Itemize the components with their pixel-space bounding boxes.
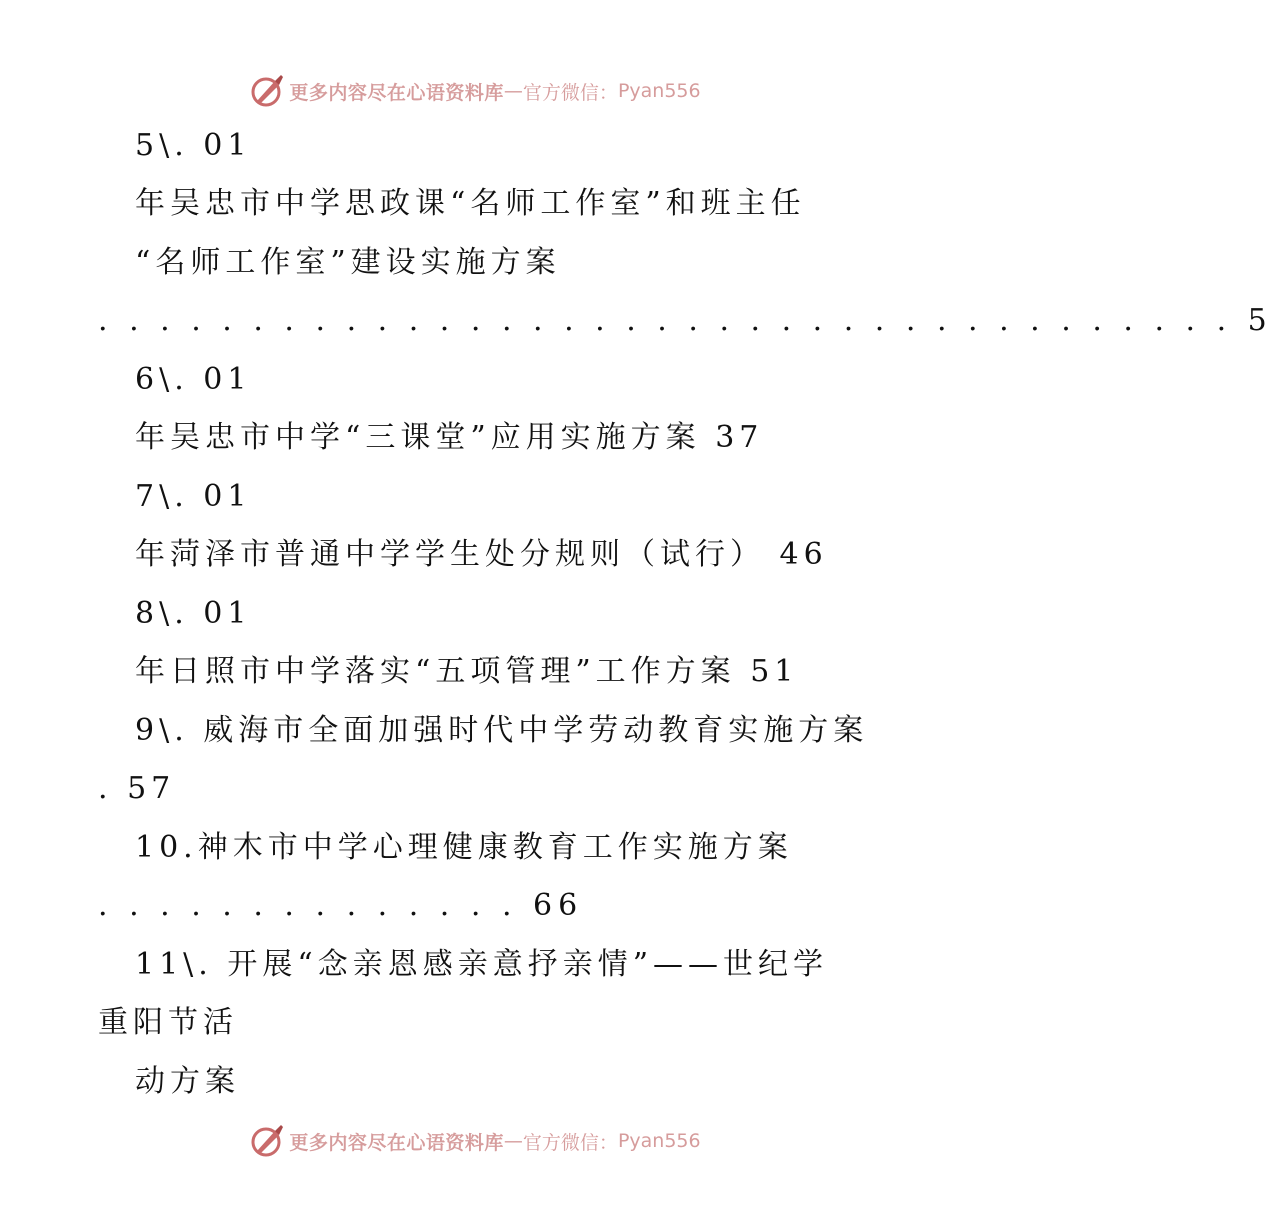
toc-leader-line: . . . . . . . . . . . . . . 66: [98, 888, 584, 923]
toc-line: 重阳节活: [98, 1005, 238, 1040]
watermark-dash: —: [503, 80, 523, 102]
toc-line: 11\. 开展“念亲恩感亲意抒亲情”——世纪学: [135, 947, 829, 982]
toc-line: 8\. 01: [135, 596, 252, 631]
toc-line: 6\. 01: [135, 362, 252, 397]
toc-line: 年吴忠市中学“三课堂”应用实施方案 37: [135, 420, 764, 455]
pen-logo-icon: [249, 73, 285, 109]
watermark-wechat-label: 官方微信：: [522, 1131, 618, 1154]
toc-line: 年吴忠市中学思政课“名师工作室”和班主任: [135, 186, 806, 221]
toc-line: 动方案: [135, 1064, 240, 1099]
toc-line: 10.神木市中学心理健康教育工作实施方案: [135, 830, 793, 865]
header-watermark: [0, 71, 950, 111]
watermark-wechat-id: Pyan556: [617, 80, 701, 102]
watermark-wechat-label: 官方微信：: [522, 81, 618, 104]
watermark-dash: —: [503, 1130, 523, 1152]
toc-line: “名师工作室”建设实施方案: [135, 245, 561, 280]
watermark-wechat-id: Pyan556: [617, 1130, 701, 1152]
toc-line: 7\. 01: [135, 479, 252, 514]
toc-line: 年日照市中学落实“五项管理”工作方案 51: [135, 654, 799, 689]
watermark-brand: 更多内容尽在心语资料库: [289, 81, 504, 104]
footer-watermark: [0, 1121, 950, 1161]
pen-logo-icon: [249, 1123, 285, 1159]
toc-line: 5\. 01: [135, 128, 252, 163]
watermark-brand: 更多内容尽在心语资料库: [289, 1131, 504, 1154]
toc-line: 9\. 威海市全面加强时代中学劳动教育实施方案: [135, 713, 869, 748]
toc-leader-line: . . . . . . . . . . . . . . . . . . . . . . . . . . . . . . . . . . . . . 5: [98, 303, 1273, 338]
toc-line: 年菏泽市普通中学学生处分规则（试行） 46: [135, 537, 828, 572]
toc-line: . 57: [98, 771, 176, 806]
